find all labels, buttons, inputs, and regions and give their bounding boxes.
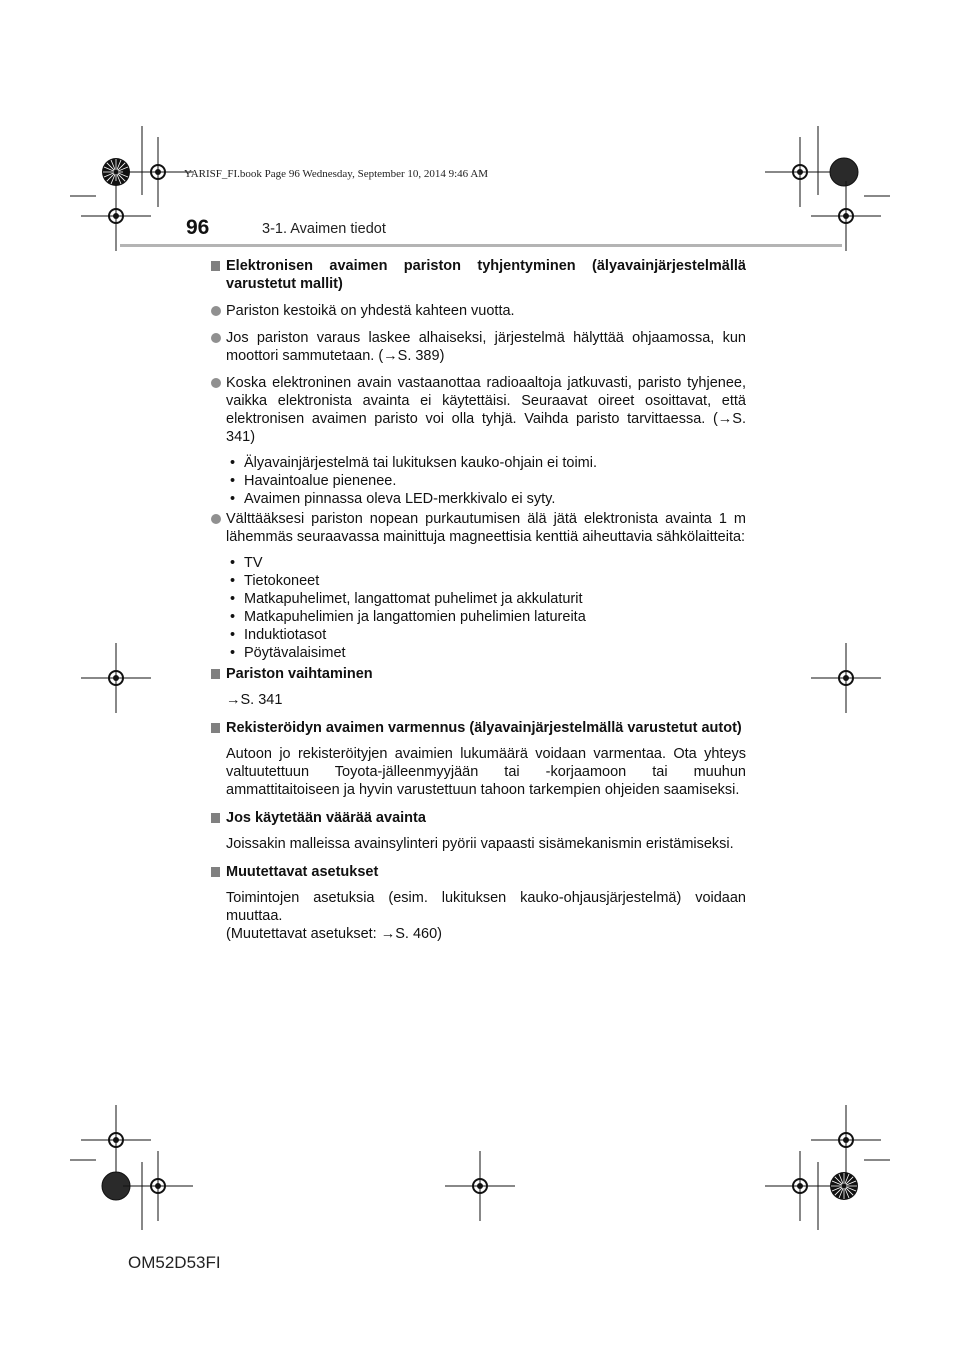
section-custom-settings bbox=[210, 863, 746, 943]
section-heading: Muutettavat asetukset bbox=[210, 863, 746, 881]
section-paragraph: Autoon jo rekisteröityjen avaimien lukumäärä voidaan varmentaa. Ota yhteys valtuutettuun Toyota-jälleenmyyjään tai -korjaamoon tai muuhun ammattitaitoiseen ja hyvin varustettuun tahoon tarkempien ohjeiden saamiseksi. bbox=[226, 746, 746, 798]
list-item: • Matkapuhelimien ja langattomien puhelimien latureita bbox=[230, 609, 586, 625]
section-heading: Elektronisen avaimen pariston tyhjentyminen (älyavainjärjestelmällä varustetut mallit) bbox=[210, 257, 746, 293]
section-battery-replacement bbox=[210, 665, 746, 709]
section-heading: Jos käytetään väärää avainta bbox=[210, 809, 746, 827]
section-paragraph: Toimintojen asetuksia (esim. lukituksen kauko-ohjausjärjestelmä) voidaan muuttaa. bbox=[226, 890, 746, 924]
square-bullet-icon bbox=[211, 261, 220, 271]
bullet-item: Jos pariston varaus laskee alhaiseksi, järjestelmä hälyttää ohjaamossa, kun moottori sammutetaan. (→S. 389) bbox=[210, 329, 746, 365]
square-bullet-icon bbox=[211, 723, 220, 733]
list-item: • Pöytävalaisimet bbox=[230, 645, 346, 661]
bullet-item: Koska elektroninen avain vastaanottaa radioaaltoja jatkuvasti, paristo tyhjenee, vaikka elektronista avainta ei käytettäisi. Seuraavat oireet osoittavat, että elektronisen avaimen paristo voi olla tyhjä. Vaihda paristo tarvittaessa. (→S. 341) bbox=[210, 374, 746, 446]
round-bullet-icon bbox=[211, 514, 221, 524]
round-bullet-icon bbox=[211, 378, 221, 388]
list-item: • Matkapuhelimet, langattomat puhelimet ja akkulaturit bbox=[230, 591, 583, 607]
symptom-list bbox=[210, 454, 746, 508]
square-bullet-icon bbox=[211, 813, 220, 823]
section-heading: Pariston vaihtaminen bbox=[210, 665, 746, 683]
section-key-verification bbox=[210, 719, 746, 799]
book-file-stamp: YARISF_FI.book Page 96 Wednesday, September 10, 2014 9:46 AM bbox=[184, 168, 489, 180]
list-item: • Älyavainjärjestelmä tai lukituksen kauko-ohjain ei toimi. bbox=[230, 455, 597, 471]
section-heading: Rekisteröidyn avaimen varmennus (älyavainjärjestelmällä varustetut autot) bbox=[210, 719, 746, 737]
list-item: • Induktiotasot bbox=[230, 627, 327, 643]
list-item: • Havaintoalue pienenee. bbox=[230, 473, 397, 489]
list-item: • Tietokoneet bbox=[230, 573, 320, 589]
section-paragraph: Joissakin malleissa avainsylinteri pyörii vapaasti sisämekanismin eristämiseksi. bbox=[226, 836, 734, 852]
round-bullet-icon bbox=[211, 306, 221, 316]
section-paragraph: (Muutettavat asetukset: →S. 460) bbox=[226, 926, 442, 942]
header-rule bbox=[120, 244, 842, 247]
round-bullet-icon bbox=[211, 333, 221, 343]
manual-code: OM52D53FI bbox=[128, 1253, 221, 1272]
bullet-item: Välttääksesi pariston nopean purkautumisen älä jätä elektronista avainta 1 m lähemmäs seuraavassa mainittuja magneettisia kenttiä aiheuttavia sähkölaitteita: bbox=[210, 510, 746, 546]
square-bullet-icon bbox=[211, 669, 220, 679]
square-bullet-icon bbox=[211, 867, 220, 877]
section-title: 3-1. Avaimen tiedot bbox=[262, 221, 386, 237]
list-item: • TV bbox=[230, 555, 263, 571]
section-wrong-key bbox=[210, 809, 746, 853]
section-battery-depletion bbox=[210, 257, 746, 662]
device-list bbox=[210, 554, 746, 662]
bullet-item: Pariston kestoikä on yhdestä kahteen vuotta. bbox=[210, 302, 746, 320]
page-number: 96 bbox=[186, 216, 210, 239]
page-content bbox=[210, 254, 746, 943]
list-item: • Avaimen pinnassa oleva LED-merkkivalo ei syty. bbox=[230, 491, 556, 507]
section-paragraph: →S. 341 bbox=[226, 692, 283, 708]
